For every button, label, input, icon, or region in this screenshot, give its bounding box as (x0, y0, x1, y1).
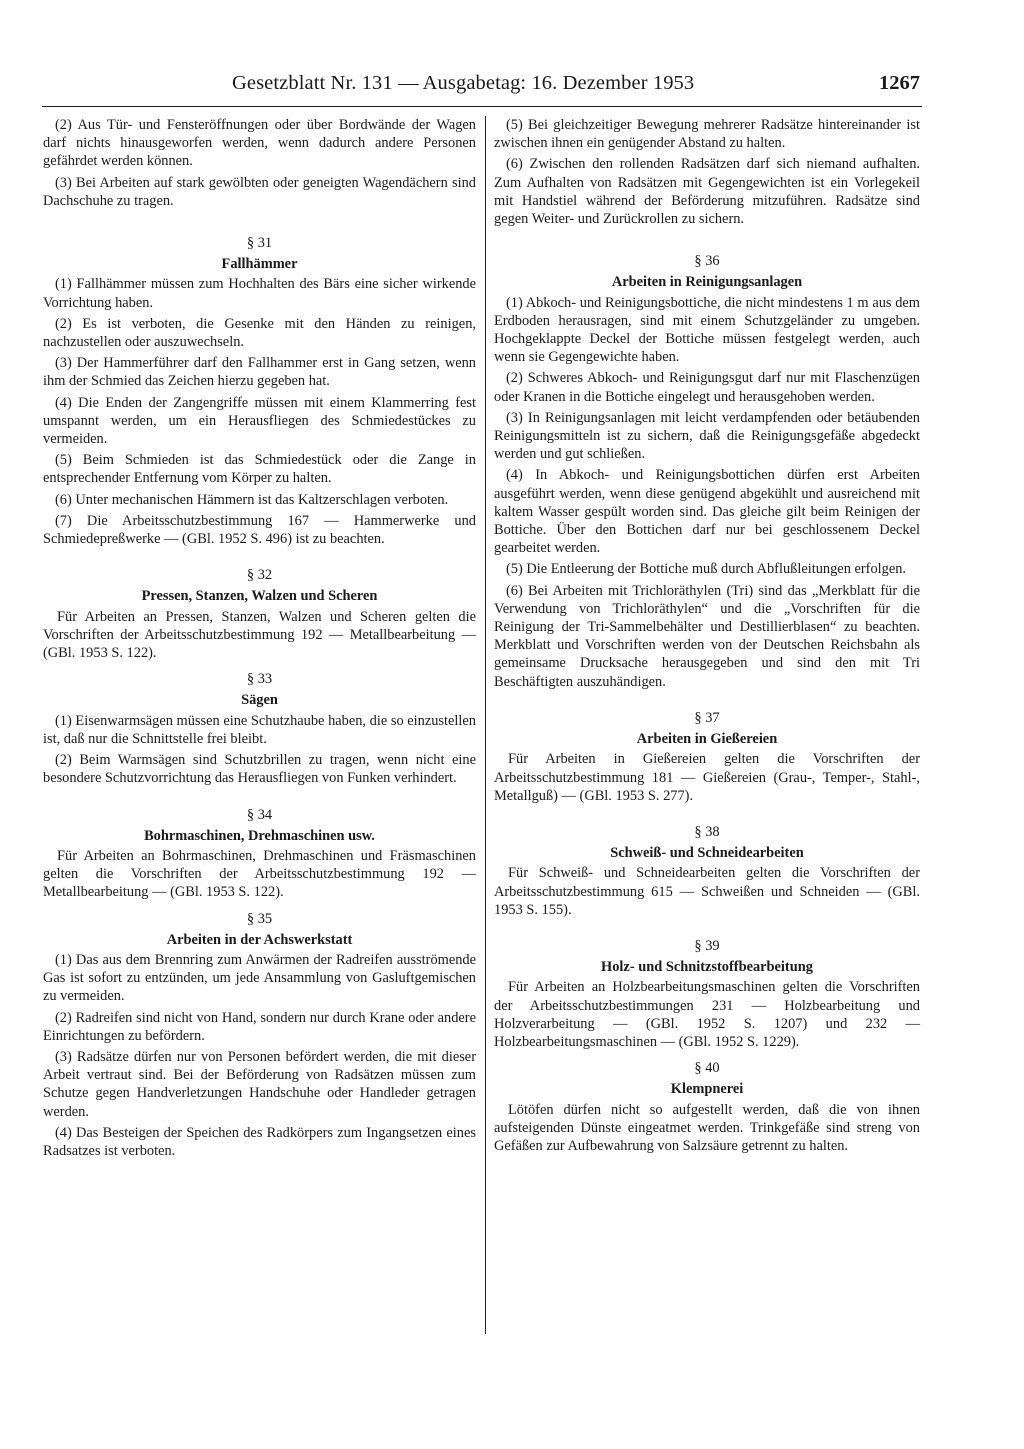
paragraph: (2) Schweres Abkoch- und Reinigungsgut darf nur mit Flaschenzügen oder Kranen in die Bottiche eingelegt und herausgehoben werden. (494, 370, 920, 405)
right-column (494, 116, 920, 1158)
paragraph: (2) Radreifen sind nicht von Hand, sondern nur durch Krane oder andere Einrichtungen zu befördern. (43, 1009, 476, 1044)
paragraph: (6) Bei Arbeiten mit Trichloräthylen (Tri) sind das „Merkblatt für die Verwendung von Trichloräthylen“ und die „Vorschriften für die Reinigung der Tri-Sammelbehälter und Destillierblasen“ zu beachten. Merkblatt und Vorschriften werden von der Deutschen Reichsbahn als gemeinsame Drucksache herausgegeben und sind den mit Tri Beschäftigten auszuhändigen. (494, 582, 920, 690)
paragraph: (1) Das aus dem Brennring zum Anwärmen der Radreifen ausströmende Gas ist sofort zu entzünden, um jede Ansammlung von Gasluftgemischen zu vermeiden. (43, 951, 476, 1005)
paragraph: (2) Aus Tür- und Fensteröffnungen oder über Bordwände der Wagen darf nichts hinausgeworfen werden, wenn dadurch andere Personen gefährdet werden können. (43, 117, 476, 170)
paragraph: (6) Zwischen den rollenden Radsätzen darf sich niemand aufhalten. Zum Aufhalten von Radsätzen mit Gegengewichten ist ein Vorlegekeil mit Handstiel während der Beförderung mitzuführen. Radsätze sind gegen Weiter- und Zurückrollen zu sichern. (494, 156, 920, 228)
paragraph: (5) Die Entleerung der Bottiche muß durch Abflußleitungen erfolgen. (506, 561, 907, 578)
section-number: § 35 (246, 910, 273, 927)
page-header (232, 72, 920, 106)
paragraph: (3) Bei Arbeiten auf stark gewölbten oder geneigten Wagendächern sind Dachschuhe zu tragen. (43, 174, 476, 209)
section-title: Bohrmaschinen, Drehmaschinen usw. (144, 827, 375, 844)
left-column (43, 116, 476, 1163)
paragraph: (2) Beim Warmsägen sind Schutzbrillen zu tragen, wenn nicht eine besondere Schutzvorrichtung das Herausfliegen von Funken verhindert. (43, 752, 476, 787)
paragraph: Für Arbeiten an Holzbearbeitungsmaschinen gelten die Vorschriften der Arbeitsschutzbestimmungen 231 — Holzbearbeitung und Holzverarbeitung — (GBl. 1952 S. 1207) und 232 — Holzbearbeitungsmaschinen — (GBl. 1952 S. 1229). (494, 979, 920, 1050)
section-number: § 38 (694, 823, 720, 840)
section-number: § 32 (246, 567, 273, 584)
section-number: § 34 (246, 806, 273, 823)
section-number: § 31 (246, 235, 273, 252)
section-title: Schweiß- und Schneidearbeiten (610, 845, 804, 862)
section-title: Holz- und Schnitzstoffbearbeitung (601, 959, 813, 976)
paragraph: (5) Beim Schmieden ist das Schmiedestück oder die Zange in entsprechender Entfernung vom Körper zu halten. (43, 452, 476, 487)
section-title: Pressen, Stanzen, Walzen und Scheren (141, 588, 378, 605)
paragraph: (1) Eisenwarmsägen müssen eine Schutzhaube haben, die so einzustellen ist, daß nur die Schnittstelle frei bleibt. (43, 712, 476, 747)
section-title: Arbeiten in der Achswerkstatt (166, 931, 353, 948)
paragraph: Für Arbeiten in Gießereien gelten die Vorschriften der Arbeitsschutzbestimmung 181 — Gießereien (Grau-, Temper-, Stahl-, Metallguß) — (GBl. 1953 S. 277). (494, 751, 920, 804)
paragraph: (3) Der Hammerführer darf den Fallhammer erst in Gang setzen, wenn ihm der Schmied das Zeichen hierzu gegeben hat. (43, 355, 476, 390)
paragraph: Für Schweiß- und Schneidearbeiten gelten die Vorschriften der Arbeitsschutzbestimmung 615 — Schweißen und Schneiden — (GBl. 1953 S. 155). (494, 865, 920, 918)
paragraph: (1) Abkoch- und Reinigungsbottiche, die nicht mindestens 1 m aus dem Erdboden herausragen, sind mit einem Schutzgeländer zu umgeben. Hochgeklappte Deckel der Bottiche müssen festgelegt werden, auch wenn sie Gegengewichte haben. (494, 294, 920, 366)
paragraph: (4) In Abkoch- und Reinigungsbottichen dürfen erst Arbeiten ausgeführt werden, wenn diese genügend abgekühlt und ausreichend mit kaltem Wasser gespült worden sind. Das gleiche gilt beim Reinigen der Bottiche. Über den Bottichen darf nur bei geschlossenem Deckel gearbeitet werden. (494, 467, 920, 557)
section-title: Arbeiten in Reinigungsanlagen (611, 274, 803, 291)
section-title: Klempnerei (670, 1081, 744, 1098)
paragraph: Für Arbeiten an Bohrmaschinen, Drehmaschinen und Fräsmaschinen gelten die Vorschriften der Arbeitsschutzbestimmung 192 — Metallbearbeitung — (GBl. 1953 S. 122). (43, 847, 476, 901)
column-divider (485, 116, 486, 1334)
section-number: § 36 (694, 253, 720, 270)
paragraph: (4) Das Besteigen der Speichen des Radkörpers zum Ingangsetzen eines Radsatzes ist verboten. (43, 1124, 476, 1159)
paragraph: (2) Es ist verboten, die Gesenke mit den Händen zu reinigen, nachzustellen oder auszuwechseln. (43, 315, 476, 351)
section-title: Sägen (241, 692, 278, 709)
section-number: § 40 (694, 1060, 720, 1077)
header-rule (42, 106, 922, 107)
paragraph: Für Arbeiten an Pressen, Stanzen, Walzen und Scheren gelten die Vorschriften der Arbeitsschutzbestimmung 192 — Metallbearbeitung — (GBl. 1953 S. 122). (43, 608, 476, 662)
paragraph: Lötöfen dürfen nicht so aufgestellt werden, daß die von ihnen aufsteigenden Dünste eingeatmet werden. Trinkgefäße sind streng von Gefäßen zur Aufbewahrung von Salzsäure getrennt zu halten. (494, 1101, 920, 1154)
section-title: Fallhämmer (221, 256, 298, 273)
page-number: 1267 (879, 72, 920, 94)
section-number: § 33 (246, 671, 273, 688)
paragraph: (5) Bei gleichzeitiger Bewegung mehrerer Radsätze hintereinander ist zwischen ihnen ein genügender Abstand zu halten. (494, 117, 920, 152)
paragraph: (1) Fallhämmer müssen zum Hochhalten des Bärs eine sicher wirkende Vorrichtung haben. (43, 276, 476, 311)
header-title: Gesetzblatt Nr. 131 — Ausgabetag: 16. Dezember 1953 (232, 72, 695, 94)
paragraph: (3) Radsätze dürfen nur von Personen befördert werden, die mit dieser Arbeit vertraut sind. Bei der Beförderung von Radsätzen müssen zum Schutze gegen Handverletzungen Handschuhe oder Handleder getragen werden. (43, 1048, 476, 1120)
section-title: Arbeiten in Gießereien (636, 731, 778, 748)
section-number: § 39 (694, 937, 720, 954)
paragraph: (4) Die Enden der Zangengriffe müssen mit einem Klammerring fest umspannt werden, um ein Herausfliegen des Schmiedestückes zu vermeiden. (43, 394, 476, 448)
paragraph: (3) In Reinigungsanlagen mit leicht verdampfenden oder betäubenden Reinigungsmitteln ist zu sichern, daß die Reinigungsgefäße abgedeckt werden und gut schließen. (494, 409, 920, 463)
paragraph: (7) Die Arbeitsschutzbestimmung 167 — Hammerwerke und Schmiedepreßwerke — (GBl. 1952 S. 496) ist zu beachten. (43, 512, 476, 548)
section-number: § 37 (694, 709, 720, 726)
paragraph: (6) Unter mechanischen Hämmern ist das Kaltzerschlagen verboten. (55, 491, 449, 508)
